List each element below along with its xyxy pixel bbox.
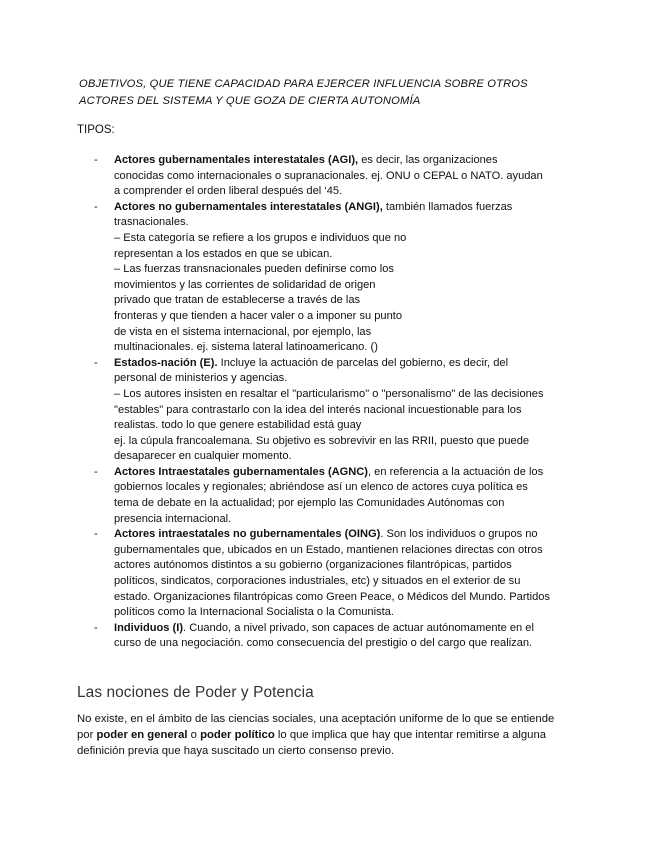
item-text: . Cuando, a nivel privado, son capaces de actuar autónomamente en el [183,621,534,634]
item-line: ej. la cúpula francoalemana. Su objetivo es sobrevivir en las RRII, puesto que puede [114,434,530,447]
item-title: Individuos (I) [114,621,184,634]
list-item [94,465,594,527]
item-title: Estados-nación (E). [114,356,218,369]
item-first-line [114,356,594,372]
item-text: también llamados fuerzas [382,200,513,213]
item-line: presencia internacional. [114,512,232,525]
item-first-line [114,621,594,637]
item-title: Actores no gubernamentales interestatales (ANGI), [114,200,383,213]
item-line: – Los autores insisten en resaltar el "particularismo" o "personalismo" de las decisiones [114,387,544,400]
item-line: actores autónomos distintos a su gobierno (organizaciones filantrópicas, partidos [114,559,512,572]
text-run: o [187,729,201,742]
item-title: Actores Intraestatales gubernamentales (AGNC) [114,465,368,478]
bold-term: poder político [200,729,275,742]
item-text: , en referencia a la actuación de los [368,465,544,478]
intro-line: OBJETIVOS, QUE TIENE CAPACIDAD PARA EJERCER INFLUENCIA SOBRE OTROS [79,78,528,90]
actor-types-list [94,153,594,652]
bullet-marker: - [94,621,98,634]
list-item [94,527,594,621]
item-line: de vista en el sistema internacional, por ejemplo, las [114,325,372,338]
paragraph-line: No existe, en el ámbito de las ciencias sociales, una aceptación uniforme de lo que se entiende [77,713,555,725]
bullet-marker: - [94,465,98,478]
intro-text [79,76,549,109]
intro-line: ACTORES DEL SISTEMA Y QUE GOZA DE CIERTA AUTONOMÍA [79,94,421,107]
item-line: conocidas como internacionales o supranacionales. ej. ONU o CEPAL o NATO. ayudan [114,169,543,182]
paragraph-line [77,727,597,743]
item-text: Incluye la actuación de parcelas del gobierno, es decir, del [217,356,509,369]
item-line: movimientos y las corrientes de solidaridad de origen [114,278,376,291]
bold-term: poder en general [96,729,188,742]
item-line: estado. Organizaciones filantrópicas como Green Peace, o Médicos del Mundo. Partidos [114,590,550,603]
item-title: Actores gubernamentales interestatales (AGI), [114,154,359,166]
tipos-label: TIPOS: [77,124,115,136]
item-line: gobiernos locales y regionales; abriéndose así un elenco de actores cuya política es [114,481,528,494]
item-line: representan a los estados en que se ubican. [114,247,333,260]
item-text: es decir, las organizaciones [358,154,498,166]
list-item [94,621,594,652]
item-line: "estables" para contrastarlo con la idea del interés nacional incuestionable para los [114,403,522,416]
paragraph-line: definición previa que haya suscitado un cierto consenso previo. [77,745,395,758]
item-line: privado que tratan de establecerse a través de las [114,294,361,307]
item-line: realistas. todo lo que genere estabilidad está guay [114,419,362,432]
section-paragraph [77,711,597,760]
item-first-line [114,153,594,169]
bullet-marker: - [94,356,98,369]
text-run: lo que implica que hay que intentar remitirse a alguna [274,729,547,742]
item-line: trasnacionales. [114,216,189,229]
list-item [94,153,594,200]
item-line: personal de ministerios y agencias. [114,372,288,385]
section-heading: Las nociones de Poder y Potencia [77,684,314,701]
list-item [94,200,594,356]
item-line: multinacionales. ej. sistema lateral latinoamericano. () [114,341,378,354]
item-line: a comprender el orden liberal después del ‘45. [114,185,343,198]
item-line: políticos, sindicatos, corporaciones industriales, etc) y situados en el exterior de su [114,575,521,588]
item-line: fronteras y que tienden a hacer valer o a imponer su punto [114,309,402,322]
item-line: – Las fuerzas transnacionales pueden definirse como los [114,263,394,276]
item-line: políticos como la Internacional Socialista o la Comunista. [114,606,394,619]
item-text: . Son los individuos o grupos no [380,528,538,541]
item-line: gubernamentales que, ubicados en un Estado, mantienen relaciones directas con otros [114,543,543,556]
item-first-line [114,200,594,216]
item-title: Actores intraestatales no gubernamentales (OING) [114,528,381,541]
item-first-line [114,527,594,543]
item-line: – Esta categoría se refiere a los grupos e individuos que no [114,231,407,244]
bullet-marker: - [94,528,98,541]
item-line: desaparecer en cualquier momento. [114,450,292,463]
bullet-marker: - [94,154,98,166]
list-item [94,356,594,465]
bullet-marker: - [94,200,98,213]
text-run: por [77,729,97,742]
item-line: tema de debate en la actualidad; por ejemplo las Comunidades Autónomas con [114,497,505,510]
item-line: curso de una negociación. como consecuencia del prestigio o del cargo que realizan. [114,637,533,650]
item-first-line [114,465,594,481]
